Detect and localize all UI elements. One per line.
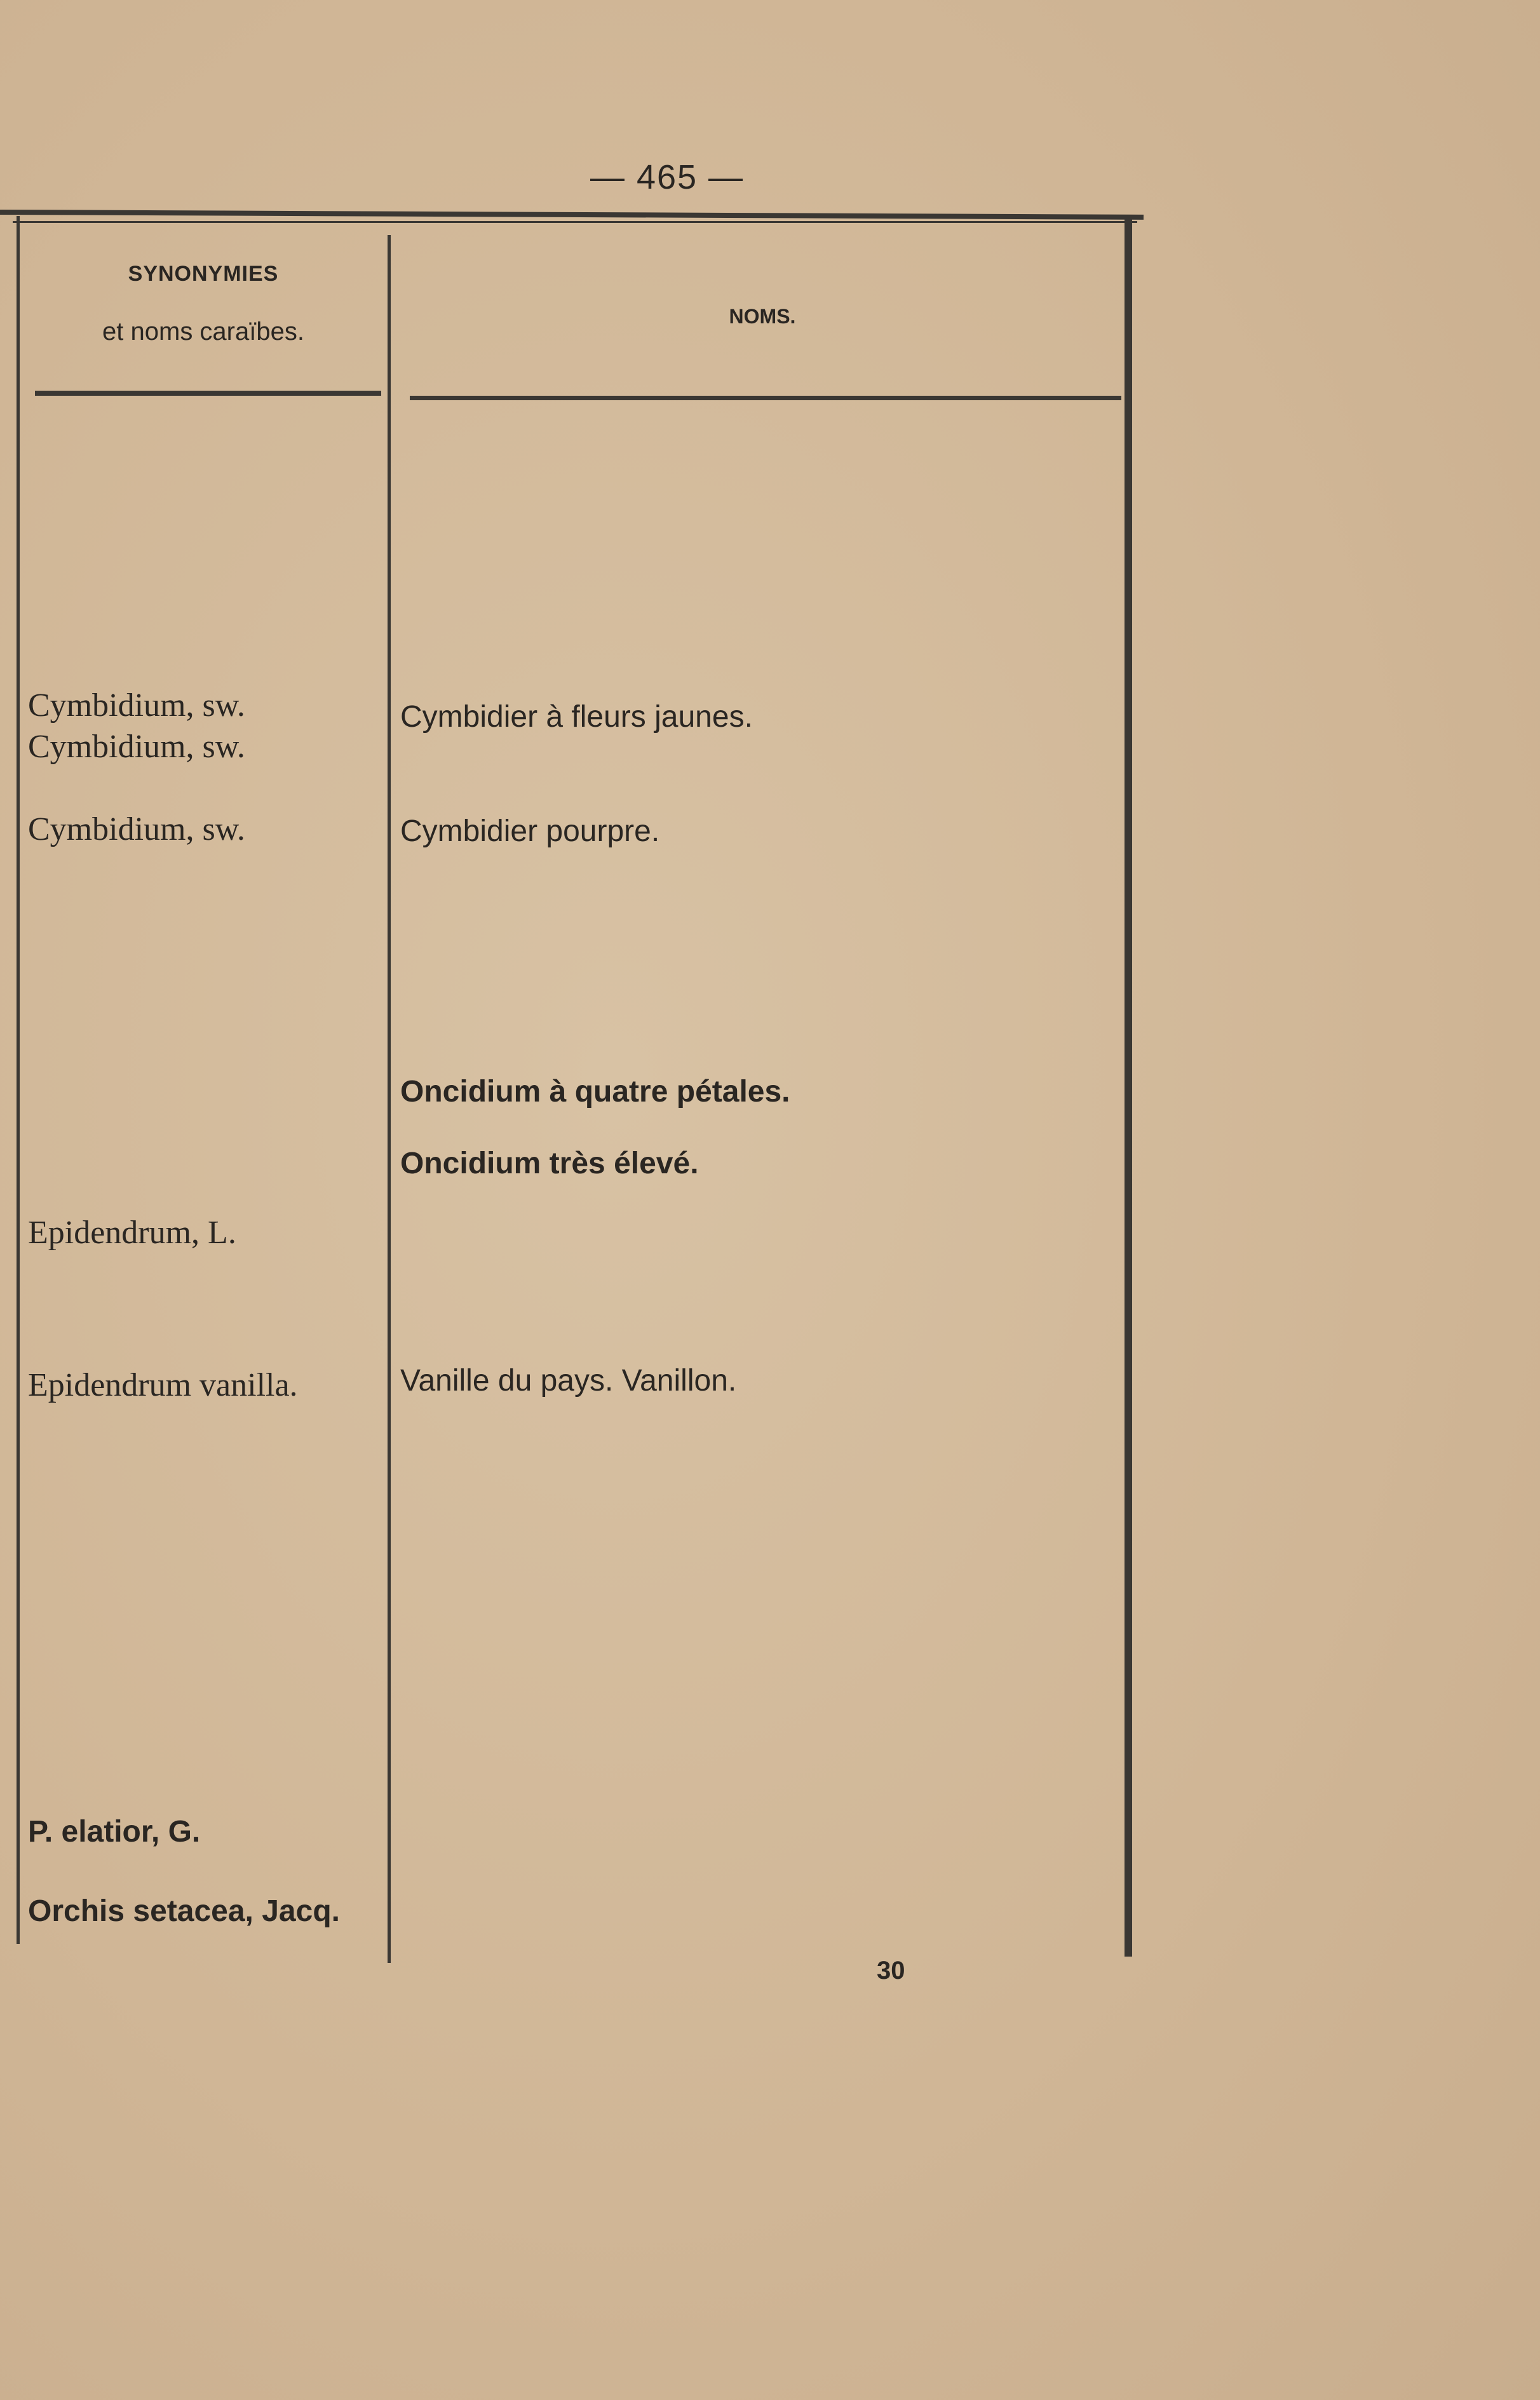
- header-noms: NOMS.: [729, 305, 796, 328]
- header-rule-right: [410, 396, 1121, 400]
- synonymy-cell: P. elatior, G.: [28, 1815, 201, 1849]
- synonymy-cell: Orchis setacea, Jacq.: [28, 1894, 340, 1928]
- name-cell: Vanille du pays. Vanillon.: [400, 1364, 737, 1398]
- column-divider: [388, 235, 391, 1963]
- synonymy-cell: Cymbidium, sw.: [28, 729, 245, 765]
- table-top-border-inner: [13, 221, 1137, 223]
- table-top-border: [0, 210, 1144, 220]
- header-rule-left: [35, 391, 381, 396]
- name-cell: Oncidium très élevé.: [400, 1147, 699, 1180]
- name-cell: Cymbidier à fleurs jaunes.: [400, 700, 753, 734]
- header-caraibes: et noms caraïbes.: [102, 318, 304, 346]
- name-cell: Oncidium à quatre pétales.: [400, 1075, 790, 1109]
- synonymy-cell: Cymbidium, sw.: [28, 811, 245, 847]
- synonymy-cell: Cymbidium, sw.: [28, 687, 245, 724]
- table-right-border: [1125, 216, 1132, 1957]
- name-cell: Cymbidier pourpre.: [400, 814, 660, 848]
- synonymy-cell: Epidendrum, L.: [28, 1215, 236, 1251]
- page-number: — 465 —: [590, 158, 745, 196]
- table-left-border: [17, 216, 20, 1944]
- signature-mark: 30: [877, 1957, 905, 1985]
- synonymy-cell: Epidendrum vanilla.: [28, 1367, 298, 1403]
- header-synonymies: SYNONYMIES: [128, 262, 279, 286]
